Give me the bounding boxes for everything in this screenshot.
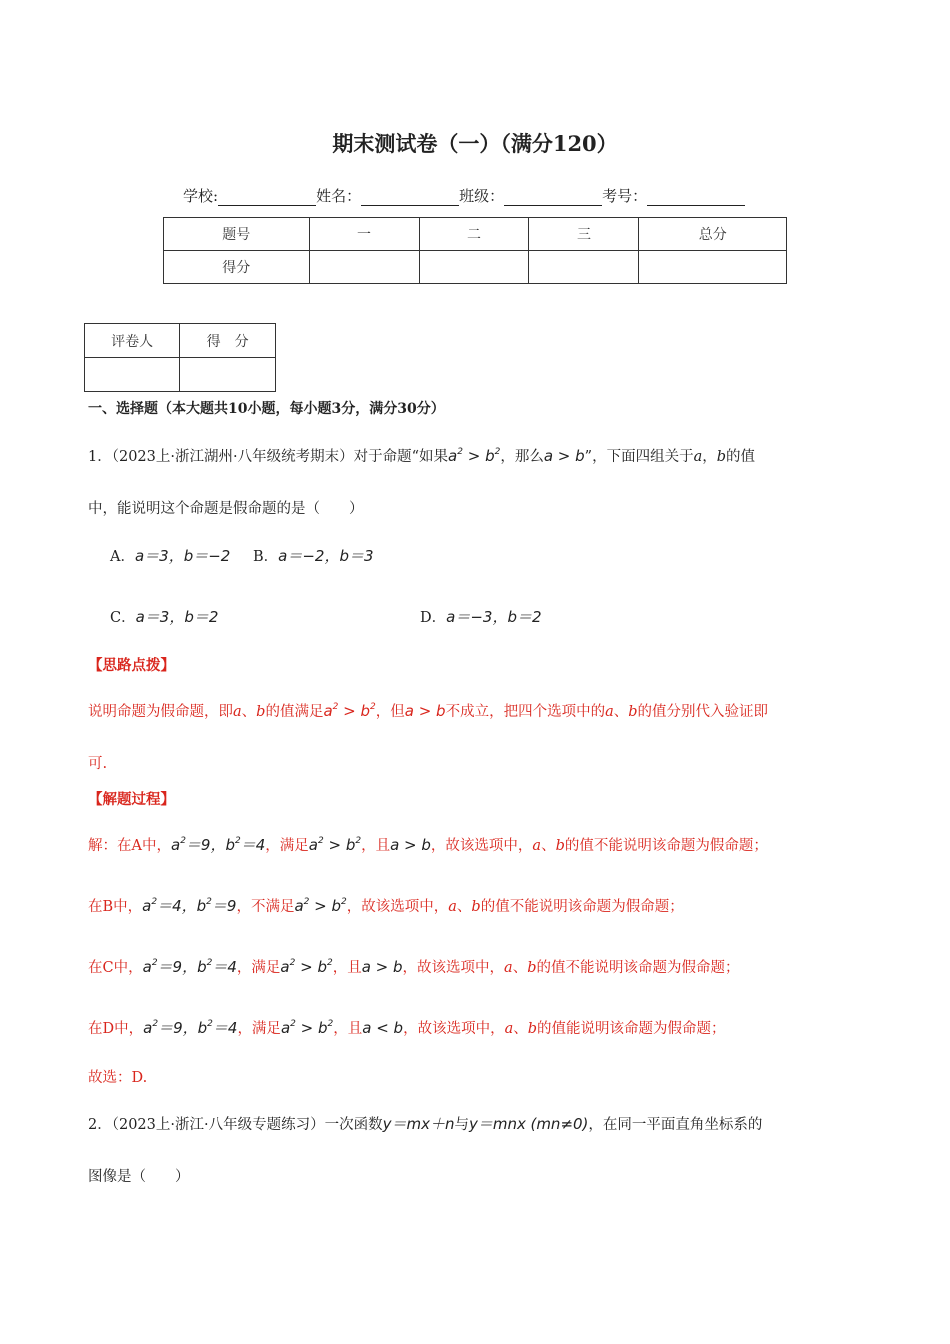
school-label: 学校: (183, 187, 219, 205)
score-cell[interactable] (639, 251, 787, 284)
score-header-cell: 三 (529, 218, 639, 251)
class-label: 班级： (459, 187, 505, 205)
section-heading: 一、选择题（本大题共10小题，每小题3分，满分30分） (88, 401, 445, 417)
grader-table (84, 323, 276, 392)
score-header-cell: 总分 (639, 218, 787, 251)
q1-stem-text: 对于命题“如果 (353, 449, 449, 465)
grader-header-cell: 评卷人 (85, 324, 180, 358)
option-label: D． (420, 610, 447, 626)
q1-option-a[interactable] (110, 545, 230, 566)
student-info-line (183, 185, 745, 206)
grader-cell[interactable] (180, 358, 276, 392)
math-expr: y＝mnx (468, 1115, 526, 1133)
option-label: B． (253, 549, 279, 565)
score-header-cell: 一 (309, 218, 419, 251)
q1-option-c[interactable] (110, 606, 218, 627)
q2-stem-text: 一次函数 (324, 1117, 383, 1133)
number-label: 考号： (602, 187, 648, 205)
name-blank[interactable] (361, 189, 459, 206)
q1-number: 1． (88, 449, 112, 465)
q1-hint-title: 【思路点拨】 (88, 657, 175, 674)
q2-stem-text: 与 (454, 1117, 469, 1133)
q1-hint-line2: 可. (88, 756, 108, 772)
option-label: A． (110, 549, 135, 565)
number-blank[interactable] (647, 189, 745, 206)
math-expr: (mn≠0) (530, 1115, 589, 1133)
q2-number: 2． (88, 1117, 112, 1133)
option-text: a＝−2，b＝3 (278, 547, 374, 565)
q1-hint-line1: 说明命题为假命题，即a、b的值满足$a^2 > b^2$，但a > b不成立，把四个选项中的a、b的值分别代入验证即 (88, 702, 769, 720)
q2-stem-text: ，在同一平面直角坐标系的 (588, 1117, 763, 1133)
score-table-score-row (164, 251, 787, 284)
q1-stem-text: 的值 (726, 449, 756, 465)
q2-stem-line2: 图像是（ ） (88, 1169, 190, 1185)
grader-cell[interactable] (85, 358, 180, 392)
score-header-cell: 题号 (164, 218, 310, 251)
math-expr: y＝mx＋n (382, 1115, 455, 1133)
option-text: a＝3，b＝2 (135, 608, 219, 626)
q1-solution-c: 在C中，$a^2=9$，$b^2=4$，满足$a^2 > b^2$，且a > b，故该选项中，a、b的值不能说明该命题为假命题； (88, 958, 740, 976)
option-text: a＝−3，b＝2 (446, 608, 542, 626)
q1-option-d[interactable] (420, 606, 542, 627)
math-expr: a > b (543, 447, 585, 465)
grader-header-cell: 得 分 (180, 324, 276, 358)
score-table-header-row (164, 218, 787, 251)
q2-source: （2023上·浙江·八年级专题练习） (111, 1117, 325, 1133)
page-title: 期末测试卷（一）（满分120） (332, 131, 618, 156)
q1-stem-line1 (88, 445, 755, 466)
score-row-label: 得分 (164, 251, 310, 284)
q1-solution-b: 在B中，$a^2=4$，$b^2=9$，不满足$a^2 > b^2$，故该选项中，a、b的值不能说明该命题为假命题； (88, 897, 684, 915)
school-blank[interactable] (218, 189, 316, 206)
q1-option-b[interactable] (253, 545, 374, 566)
option-text: a＝3，b＝−2 (134, 547, 231, 565)
class-blank[interactable] (504, 189, 602, 206)
q1-solution-title: 【解题过程】 (88, 791, 175, 808)
q1-vars: a，b (693, 449, 727, 465)
score-cell[interactable] (529, 251, 639, 284)
score-cell[interactable] (419, 251, 529, 284)
q1-answer: 故选：D. (88, 1070, 148, 1086)
q2-stem-line1 (88, 1113, 762, 1134)
score-cell[interactable] (309, 251, 419, 284)
name-label: 姓名： (316, 187, 362, 205)
q1-stem-line2: 中，能说明这个命题是假命题的是（ ） (88, 501, 364, 517)
score-header-cell: 二 (419, 218, 529, 251)
q1-solution-d: 在D中，$a^2=9$，$b^2=4$，满足$a^2 > b^2$，且a < b，故该选项中，a、b的值能说明该命题为假命题； (88, 1019, 726, 1037)
option-label: C． (110, 610, 136, 626)
q1-stem-text: ，那么 (500, 449, 544, 465)
q1-solution-a: 解：在A中，$a^2=9$，$b^2=4$，满足$a^2 > b^2$，且a > b，故该选项中，a、b的值不能说明该命题为假命题； (88, 836, 768, 854)
math-expr: $a^2 > b^2$ (448, 447, 501, 465)
score-table (163, 217, 787, 284)
q1-stem-text: ”，下面四组关于 (584, 449, 694, 465)
q1-source: （2023上·浙江湖州·八年级统考期末） (111, 449, 354, 465)
